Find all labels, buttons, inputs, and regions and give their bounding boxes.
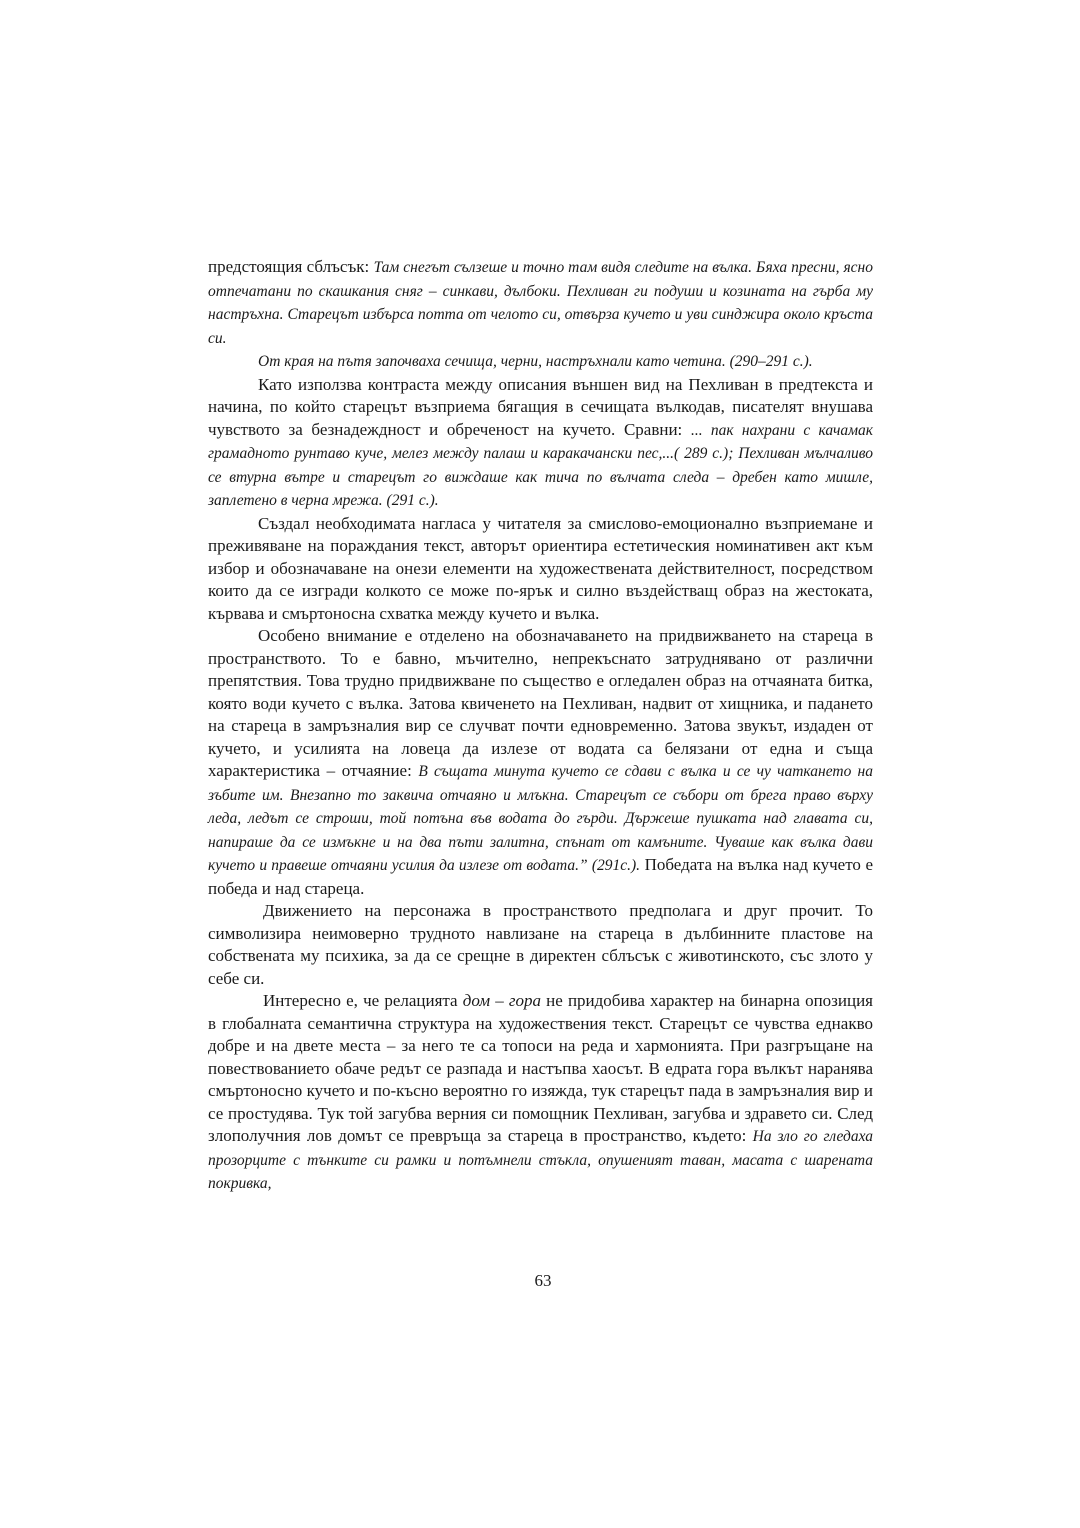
paragraph-1: [208, 256, 873, 350]
paragraph-7-text: Интересно е, че релацията: [263, 991, 463, 1010]
paragraph-5-quote: В същата минута кучето се сдави с вълка и се чу чаткането на зъбите им. Внезапно то заквича отчаяно и млъкна. Старецът се събори от брега право върху леда, ледът се строши, той потъна във водата до гърди. Държеше пушката над главата си, напираше да се измъкне и на два пъти залитна, спънат от камъните. Чуваше как вълка дави кучето и правеше отчаяни усилия да излезе от водата.” (291с.).: [208, 763, 873, 874]
paragraph-1-quote: Там снегът сълзеше и точно там видя следите на вълка. Бяха пресни, ясно отпечатани по скашкания сняг – синкави, дълбоки. Пехливан ги подуши и козината на гърба му настръхна. Старецът избърса потта от челото си, отвърза кучето и уви синджира около кръста си.: [208, 259, 873, 347]
paragraph-5: [208, 625, 873, 900]
paragraph-7: [208, 990, 873, 1196]
paragraph-3: [208, 374, 873, 513]
paragraph-2-quote: От края на пътя започваха сечища, черни, настръхнали като четина. (290–291 с.).: [258, 353, 813, 370]
paragraph-3-text: Като използва контраста между описания външен вид на Пехливан в предтекста и начина, по който старецът възприема бягащия в сечищата вълкодав, писателят внушава чувството за безнадеждност и обреченост на кучето. Сравни:: [208, 374, 873, 439]
paragraph-4: [208, 513, 873, 626]
paragraph-6-text: Движението на персонажа в пространството предполага и друг прочит. То символизира неимоверно трудното навлизане на стареца в дълбинните пластове на собствената му психика, за да се срещне в директен сблъсък с животинското, със злото у себе си.: [208, 901, 873, 988]
paragraph-4-text: Създал необходимата нагласа у читателя за смислово-емоционално възприемане и преживяване на пораждания текст, авторът ориентира естетическия номинативен акт към избор и обозначаване на онези елементи на художествената действителност, посредством които да се изгради колкото се може по-ярък и силно въздействащ образ на жестоката, кървава и смъртоносна схватка между кучето и вълка.: [208, 513, 873, 623]
paragraph-7-quote: На зло го гледаха прозорците с тънките си рамки и потъмнели стъкла, опушеният таван, масата с шарената покривка,: [208, 1128, 873, 1192]
paragraph-5-text: Особено внимание е отделено на обозначаването на придвижването на стареца в пространството. То е бавно, мъчително, непрекъснато затруднявано от различни препятствия. Това трудно придвижване по същество е огледален образ на отчаяната битка, която води кучето с вълка. Затова квиченето на Пехливан, надвит от хищника, и падането на стареца в замръзналия вир се случват почти едновременно. Затова звукът, издаден от кучето, и усилията на ловеца да излезе от водата са белязани от една и съща характеристика – отчаяние:: [208, 626, 873, 780]
paragraph-1-text: предстоящия сблъсък:: [208, 257, 374, 276]
paragraph-5-tail: Победата на вълка над кучето е победа и над стареца.: [208, 855, 873, 898]
page-body: [208, 256, 873, 1196]
paragraph-7-text2: не придобива характер на бинарна опозиция в глобалната семантична структура на художествения текст. Старецът се чувства еднакво добре и на двете места – за него те са топоси на реда и хармонията. При разгръщане на повествованието обаче редът се разпада и настъпва хаосът. В едрата гора вълкът наранява смъртоносно кучето и по-късно вероятно го изяжда, тук старецът пада в замръзналия вир и се простудява. Тук той загубва верния си помощник Пехливан, загубва и здравето си. След злополучния лов домът се превръща за стареца в пространство, където:: [208, 991, 873, 1145]
paragraph-2: [208, 350, 873, 374]
page-number: [0, 1271, 1080, 1291]
paragraph-6: [208, 900, 873, 990]
page-number-text: 63: [534, 1271, 552, 1290]
paragraph-3-quote: ... пак нахрани с качамак грамадното рунтаво куче, мелез между палаш и каракачански пес,...( 289 с.); Пехливан мълчаливо се втурна вътре и старецът го виждаше как тича по вълчата следа – дребен като мишле, заплетено в черна мрежа. (291 с.).: [208, 421, 873, 509]
paragraph-7-term: дом – гора: [462, 991, 541, 1010]
